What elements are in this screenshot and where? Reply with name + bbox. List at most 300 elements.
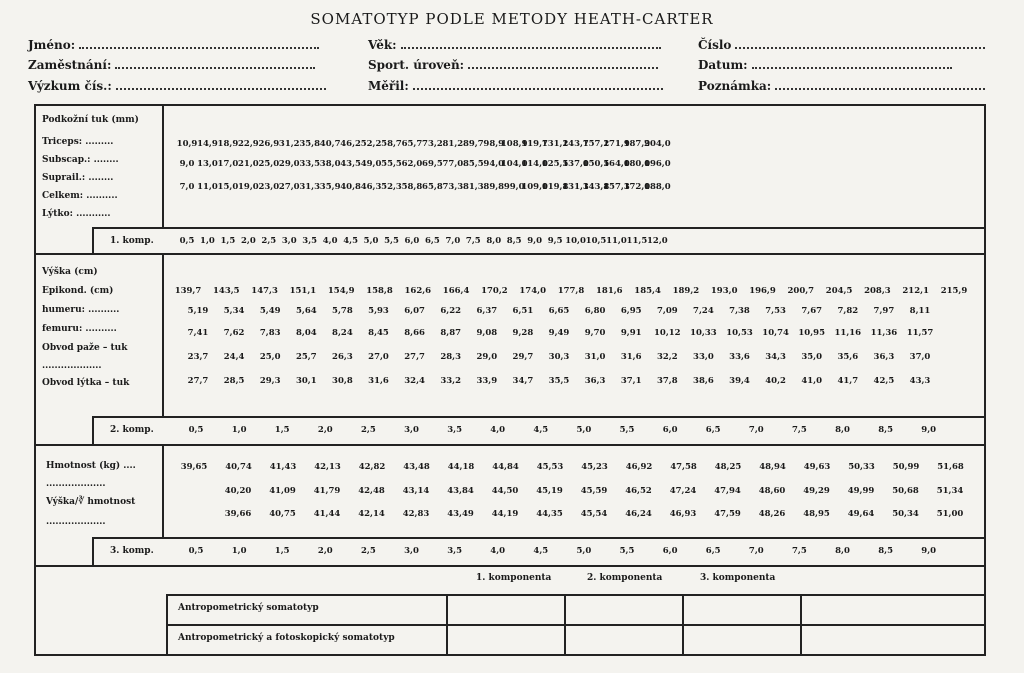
table-cell: 3,0 [404,546,419,556]
section1-bottom [34,253,986,255]
table-cell: 7,24 [693,306,714,316]
section3-bottom [34,565,986,567]
table-cell: 166,4 [442,286,470,296]
table-cell: 193,0 [710,286,738,296]
table-cell: 41,09 [269,486,296,496]
table-cell: 0,5 [179,236,195,246]
sport-label: Sport. úroveň: [368,58,465,72]
table-cell: 33,9 [476,376,498,386]
table-cell: 26,9 [258,139,280,149]
table-cell: 204,0 [644,139,671,149]
table-cell: 137,0 [562,159,589,169]
table-cell: 40,7 [319,139,341,149]
table-cell: 7,09 [656,306,678,316]
s3-dots2-label: ................... [46,517,106,527]
table-cell: 2,5 [360,546,376,556]
table-cell: 65,7 [401,139,423,149]
datum-field[interactable] [698,58,952,72]
table-cell: 8,5 [506,236,522,246]
jmeno-field[interactable] [28,38,319,52]
antropometricky-fotoskopicky-label: Antropometrický a fotoskopický somatotyp [178,633,395,643]
table-cell: 42,48 [358,486,385,496]
table-cell: 5,5 [619,546,635,556]
table-cell: 40,2 [765,376,786,386]
epikond-label: Epikond. (cm) [42,286,114,296]
table-cell: 9,0 [179,159,195,169]
table-cell: 8,04 [295,328,317,338]
table-cell: 7,0 [748,546,764,556]
table-cell: 55,5 [381,159,402,169]
table-cell: 41,0 [801,376,823,386]
table-cell: 52,3 [381,182,402,192]
table-cell: 34,7 [512,376,534,386]
table-cell: 12,0 [646,236,668,246]
celkem-label: Celkem: .......... [42,191,118,201]
datum-label: Datum: [698,58,748,72]
table-cell: 2,0 [317,546,333,556]
table-cell: 45,54 [580,509,608,519]
s1-row2 [0,159,1024,173]
s2-row1 [0,286,1024,300]
table-cell: 2,0 [317,425,333,435]
table-cell: 40,8 [340,182,361,192]
table-cell: 51,00 [936,509,964,519]
table-cell: 9,0 [527,236,543,246]
komponenta1-header: 1. komponenta [476,573,552,583]
table-cell: 8,0 [835,425,850,435]
table-cell: 10,0 [565,236,586,246]
table-cell: 48,25 [714,462,742,472]
table-cell: 45,23 [581,462,608,472]
table-cell: 48,94 [759,462,786,472]
table-cell: 27,7 [187,376,209,386]
table-cell: 28,3 [440,352,462,362]
table-cell: 81,2 [442,139,464,149]
table-cell: 25,7 [295,352,317,362]
table-cell: 6,80 [584,306,606,316]
table-cell: 50,33 [848,462,875,472]
antropometricky-somatotyp-label: Antropometrický somatotyp [178,603,319,613]
poznamka-label: Poznámka: [698,79,772,93]
table-cell: 171,9 [603,139,630,149]
table-cell: 41,44 [313,509,341,519]
table-cell: 42,14 [358,509,385,519]
table-cell: 41,7 [837,376,859,386]
table-cell: 7,0 [179,182,195,192]
table-cell: 45,19 [536,486,563,496]
table-cell: 34,3 [765,352,786,362]
table-cell: 143,7 [562,139,589,149]
meril-label: Měřil: [368,79,409,93]
table-cell: 58,8 [401,182,423,192]
comp3-label: 3. komp. [110,546,154,556]
femuru-label: femuru: .......... [42,324,117,334]
table-cell: 77,0 [442,159,464,169]
comp1-label: 1. komp. [110,236,154,246]
table-cell: 44,50 [491,486,519,496]
table-cell: 28,5 [223,376,245,386]
table-cell: 58,7 [381,139,402,149]
table-cell: 10,95 [798,328,825,338]
table-cell: 40,75 [269,509,296,519]
table-cell: 6,22 [440,306,462,316]
table-cell: 5,5 [619,425,635,435]
table-cell: 3,0 [404,425,419,435]
subscap-label: Subscap.: ........ [42,155,119,165]
table-cell: 185,4 [634,286,661,296]
table-cell: 0,5 [188,425,204,435]
table-cell: 9,0 [921,546,937,556]
table-cell: 7,83 [259,328,281,338]
table-cell: 1,0 [200,236,215,246]
table-cell: 189,2 [672,286,700,296]
table-cell: 23,0 [258,182,280,192]
table-cell: 2,0 [240,236,256,246]
suprail-label: Suprail.: ........ [42,173,114,183]
table-cell: 143,8 [582,182,610,192]
table-cell: 46,92 [625,462,653,472]
sport-field[interactable] [368,58,658,72]
table-cell: 4,5 [533,546,549,556]
table-cell: 5,34 [223,306,245,316]
table-cell: 10,74 [762,328,789,338]
final-mid [166,624,986,626]
final-col4-line [800,594,802,655]
final-top [166,594,986,596]
table-cell: 37,1 [620,376,642,386]
table-cell: 6,5 [424,236,440,246]
triceps-label: Triceps: ......... [42,137,114,147]
table-cell: 49,0 [360,159,382,169]
table-cell: 7,62 [223,328,245,338]
table-cell: 31,2 [278,139,300,149]
obvod-paze-label: Obvod paže – tuk [42,343,128,353]
table-cell: 7,38 [729,306,750,316]
table-cell: 37,8 [656,376,678,386]
table-cell: 31,6 [620,352,642,362]
final-left [166,594,168,655]
comp2-label: 2. komp. [110,425,154,435]
poznamka-field[interactable] [698,79,985,93]
table-cell: 7,41 [187,328,209,338]
table-cell: 29,0 [278,159,300,169]
table-cell: 36,3 [584,376,606,386]
table-cell: 48,60 [758,486,786,496]
table-cell: 46,93 [669,509,697,519]
table-cell: 131,2 [541,139,569,149]
table-cell: 3,5 [447,425,462,435]
cislo-field[interactable] [698,38,985,52]
table-cell: 164,0 [603,159,630,169]
table-cell: 45,59 [580,486,608,496]
final-cell-1-1[interactable] [448,596,562,622]
table-cell: 26,3 [332,352,353,362]
table-cell: 6,0 [662,546,678,556]
table-cell: 119,8 [541,182,569,192]
table-cell: 49,29 [803,486,830,496]
table-cell: 46,3 [360,182,382,192]
table-cell: 8,87 [440,328,462,338]
table-cell: 0,5 [188,546,204,556]
subcutaneous-fat-heading: Podkožní tuk (mm) [42,115,139,125]
table-cell: 2,5 [360,425,376,435]
table-cell: 33,2 [440,376,462,386]
table-cell: 43,14 [402,486,430,496]
table-cell: 125,5 [541,159,569,169]
vyska-hmotnost-label: Výška/∛ hmotnost [46,497,136,507]
table-cell: 6,51 [512,306,534,316]
table-cell: 139,7 [174,286,202,296]
table-cell: 6,37 [476,306,498,316]
table-cell: 9,91 [620,328,642,338]
table-cell: 8,5 [878,425,893,435]
table-cell: 150,5 [582,159,610,169]
table-cell: 46,2 [340,139,361,149]
table-cell: 29,0 [476,352,498,362]
table-cell: 9,08 [476,328,498,338]
table-cell: 147,3 [251,286,278,296]
humeru-label: humeru: .......... [42,305,120,315]
table-cell: 196,9 [749,286,776,296]
table-cell: 44,18 [447,462,475,472]
table-cell: 10,5 [585,236,607,246]
table-cell: 99,0 [503,182,525,192]
table-cell: 98,9 [483,139,505,149]
table-cell: 40,74 [225,462,252,472]
table-cell: 174,0 [519,286,546,296]
table-cell: 29,3 [259,376,281,386]
komponenta2-header: 2. komponenta [587,573,663,583]
table-cell: 47,59 [714,509,741,519]
table-cell: 5,0 [576,425,592,435]
table-cell: 43,49 [447,509,474,519]
table-cell: 47,94 [714,486,741,496]
table-cell: 9,28 [512,328,534,338]
s3-row3 [0,509,1024,523]
s3-row1 [0,462,1024,476]
table-cell: 177,8 [557,286,585,296]
table-cell: 1,5 [220,236,236,246]
table-cell: 10,33 [690,328,717,338]
table-cell: 27,0 [278,182,300,192]
table-cell: 6,95 [620,306,642,316]
table-cell: 43,3 [909,376,931,386]
table-cell: 6,07 [404,306,425,316]
table-cell: 49,63 [803,462,831,472]
table-cell: 11,36 [870,328,898,338]
komponenta3-header: 3. komponenta [700,573,776,583]
table-cell: 9,49 [548,328,570,338]
table-cell: 33,5 [299,159,321,169]
table-cell: 85,5 [462,159,484,169]
table-cell: 31,6 [368,376,389,386]
table-cell: 196,0 [644,159,671,169]
table-cell: 18,9 [217,139,239,149]
table-cell: 50,68 [892,486,919,496]
obvod-lytka-label: Obvod lýtka – tuk [42,378,130,388]
table-cell: 215,9 [940,286,968,296]
table-cell: 51,68 [937,462,964,472]
table-cell: 44,35 [536,509,563,519]
table-cell: 69,5 [422,159,443,169]
s3-dots1-label: ................... [46,479,106,489]
vek-field[interactable] [368,38,661,52]
table-cell: 3,5 [302,236,318,246]
section3-comp-top [92,537,986,539]
vyska-label: Výška (cm) [42,267,98,277]
table-cell: 9,0 [921,425,937,435]
table-cell: 4,5 [533,425,549,435]
table-cell: 7,97 [873,306,895,316]
table-cell: 13,0 [197,159,218,169]
table-cell: 7,5 [791,425,807,435]
table-cell: 131,3 [562,182,589,192]
table-cell: 4,0 [490,425,506,435]
table-cell: 21,0 [237,159,259,169]
vyzkum-field[interactable] [28,79,326,93]
table-cell: 50,99 [892,462,920,472]
s2-comp [0,425,1024,439]
table-cell: 114,0 [521,159,548,169]
table-cell: 41,79 [313,486,341,496]
table-cell: 73,2 [422,139,443,149]
table-cell: 15,0 [217,182,239,192]
cislo-label: Číslo [698,38,732,52]
final-col3-line [682,594,684,655]
table-cell: 5,5 [384,236,399,246]
table-cell: 25,0 [259,352,281,362]
table-cell: 41,43 [269,462,297,472]
table-cell: 43,84 [447,486,474,496]
table-cell: 48,26 [758,509,786,519]
table-cell: 5,64 [295,306,317,316]
table-cell: 39,4 [729,376,750,386]
table-cell: 6,0 [662,425,678,435]
table-cell: 7,53 [765,306,786,316]
table-cell: 39,65 [180,462,208,472]
final-cell-2-1[interactable] [448,626,562,654]
lytko-label: Lýtko: ........... [42,209,111,219]
table-cell: 36,3 [873,352,895,362]
s2-row5 [0,376,1024,390]
table-cell: 1,0 [231,546,247,556]
table-cell: 8,0 [486,236,502,246]
table-cell: 47,58 [670,462,697,472]
table-cell: 8,5 [878,546,893,556]
table-cell: 109,0 [521,182,548,192]
table-cell: 172,0 [623,182,651,192]
table-cell: 5,49 [259,306,281,316]
table-cell: 17,0 [217,159,239,169]
table-cell: 29,7 [512,352,534,362]
s1-row1 [0,139,1024,153]
table-cell: 30,3 [548,352,570,362]
table-cell: 187,9 [623,139,651,149]
table-cell: 45,53 [536,462,564,472]
page-title: SOMATOTYP PODLE METODY HEATH-CARTER [310,10,714,28]
dots-label: ................... [42,361,102,371]
table-cell: 38,6 [693,376,714,386]
table-cell: 180,0 [623,159,651,169]
table-cell: 2,5 [261,236,277,246]
table-cell: 8,66 [404,328,425,338]
table-cell: 35,8 [299,139,321,149]
table-cell: 7,0 [445,236,461,246]
table-cell: 1,5 [274,546,290,556]
meril-field[interactable] [368,79,663,93]
table-cell: 14,9 [197,139,218,149]
table-cell: 212,1 [902,286,929,296]
table-cell: 157,2 [582,139,610,149]
s3-row2 [0,486,1024,500]
table-cell: 33,6 [729,352,750,362]
table-cell: 4,5 [343,236,358,246]
table-cell: 48,95 [803,509,830,519]
table-cell: 81,3 [462,182,484,192]
table-cell: 6,65 [548,306,570,316]
table-cell: 42,13 [314,462,341,472]
hmotnost-label: Hmotnost (kg) .... [46,461,136,471]
table-cell: 5,78 [332,306,353,316]
jmeno-label: Jméno: [28,38,76,52]
s2-row4 [0,352,1024,366]
table-cell: 9,70 [584,328,606,338]
s1-row3 [0,182,1024,196]
table-cell: 35,5 [548,376,570,386]
table-cell: 1,0 [231,425,247,435]
vyzkum-label: Výzkum čís.: [28,79,112,93]
table-cell: 35,6 [837,352,859,362]
table-cell: 158,8 [366,286,393,296]
table-cell: 188,0 [644,182,671,192]
table-cell: 8,24 [332,328,353,338]
table-cell: 5,0 [576,546,592,556]
table-cell: 143,5 [212,286,240,296]
table-cell: 7,0 [748,425,764,435]
table-cell: 43,48 [403,462,430,472]
table-cell: 46,52 [625,486,652,496]
table-cell: 6,5 [705,425,721,435]
table-cell: 27,0 [368,352,389,362]
zamestnani-field[interactable] [28,58,315,72]
table-cell: 27,7 [404,352,425,362]
table-cell: 8,45 [368,328,389,338]
table-cell: 49,99 [847,486,875,496]
table-cell: 4,0 [322,236,338,246]
table-cell: 42,83 [402,509,430,519]
table-cell: 31,3 [299,182,321,192]
table-cell: 89,8 [483,182,505,192]
table-cell: 6,0 [404,236,420,246]
section1-comp-top [92,227,986,229]
table-cell: 3,5 [447,546,462,556]
table-cell: 44,84 [492,462,519,472]
table-cell: 42,5 [873,376,895,386]
table-cell: 47,24 [669,486,697,496]
s2-row3 [0,328,1024,342]
table-cell: 32,2 [656,352,678,362]
table-cell: 9,5 [547,236,563,246]
table-cell: 25,0 [258,159,280,169]
table-cell: 6,5 [705,546,721,556]
table-cell: 11,5 [626,236,648,246]
table-cell: 108,9 [500,139,528,149]
table-cell: 8,0 [835,546,850,556]
table-cell: 5,0 [363,236,379,246]
table-cell: 37,0 [909,352,931,362]
table-cell: 162,6 [404,286,432,296]
table-cell: 7,5 [465,236,481,246]
